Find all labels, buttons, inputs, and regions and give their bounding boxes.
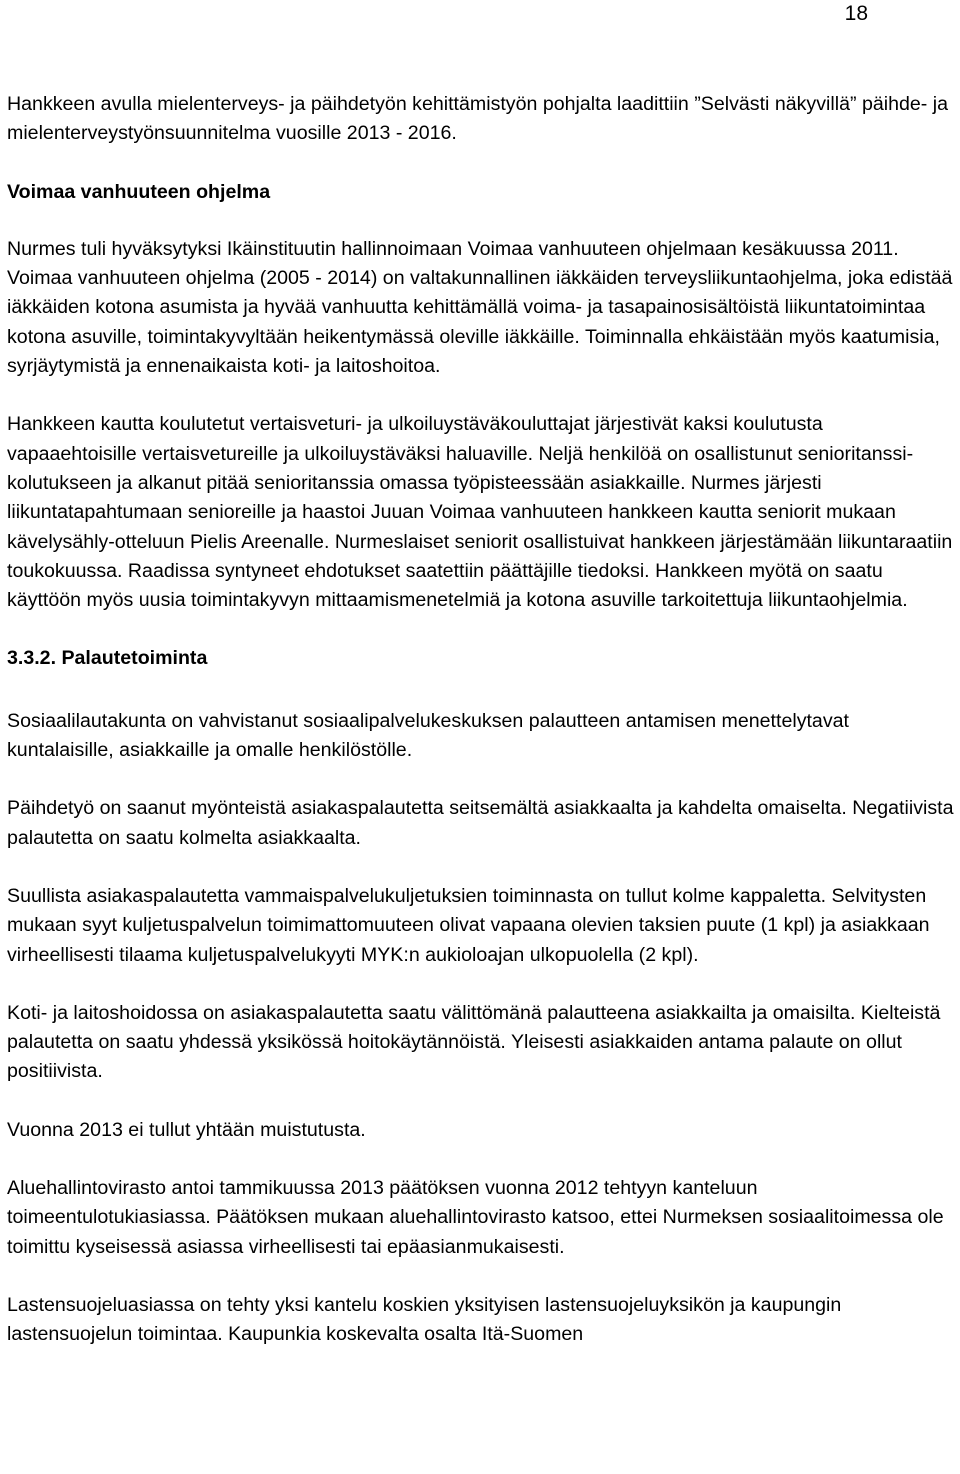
paragraph-koti-ja-laitoshoito: Koti- ja laitoshoidossa on asiakaspalautetta saatu välittömänä palautteena asiakkailta ja omaisilta. Kielteistä palautetta on saatu yhdessä yksikössä hoitokäytännöistä. Yleisesti asiakkaiden antama palaute on ollut positiivista.	[7, 1001, 941, 1083]
page-number: 18	[844, 2, 868, 25]
paragraph-paihdetyo: Päihdetyö on saanut myönteistä asiakaspalautetta seitsemältä asiakkaalta ja kahdelta omaiselta. Negatiivista palautetta on saatu kolmelta asiakkaalta.	[7, 797, 954, 849]
section-heading-palautetoiminta: 3.3.2. Palautetoiminta	[7, 647, 208, 670]
paragraph-sosiaalilautakunta: Sosiaalilautakunta on vahvistanut sosiaalipalvelukeskuksen palautteen antamisen menettelytavat kuntalaisille, asiakkaille ja omalle henkilöstölle.	[7, 709, 849, 762]
paragraph-hanke-activities: Hankkeen kautta koulutetut vertaisveturi- ja ulkoiluystäväkouluttajat järjestivät kaksi koulutusta vapaaehtoisille vertaisvetureille ja ulkoiluystäväksi haluaville. Neljä henkilöä on osallistunut senioritanssi-kolutukseen ja alkanut pitää senioritanssia omassa työpisteessään asiakkaille. Nurmes järjesti liikuntatapahtumaan senioreille ja haastoi Juuan Voimaa vanhuuteen hankkeen kautta seniorit mukaan kävelysähly-otteluun Pielis Areenalle. Nurmeslaiset seniorit osallistuivat hankkeen järjestämään liikuntaraatiin toukokuussa. Raadissa syntyneet ehdotukset saatettiin päättäjille tiedoksi. Hankkeen myötä on saatu käyttöön myös uusia toimintakyvyn mittaamismenetelmiä ja kotona asuville tarkoitettuja liikuntaohjelmia.	[7, 413, 953, 612]
paragraph-aluehallintovirasto: Aluehallintovirasto antoi tammikuussa 2013 päätöksen vuonna 2012 tehtyyn kanteluun toimeentulotukiasiassa. Päätöksen mukaan aluehallintovirasto katsoo, ettei Nurmeksen sosiaalitoimessa ole toimittu kyseisessä asiassa virheellisesti tai epäasianmukaisesti.	[7, 1177, 944, 1258]
section-heading-voimaa-vanhuuteen: Voimaa vanhuuteen ohjelma	[7, 180, 271, 203]
paragraph-suullista-palautetta: Suullista asiakaspalautetta vammaispalvelukuljetuksien toiminnasta on tullut kolme kappaletta. Selvitysten mukaan syyt kuljetuspalvelun toimimattomuuteen olivat vapaana olevien taksien puute (1 kpl) ja asiakkaan virheellisesti tilaama kuljetuspalvelukyyti MYK:n aukioloajan ulkopuolella (2 kpl).	[7, 884, 930, 966]
paragraph-muistutukset: Vuonna 2013 ei tullut yhtään muistutusta.	[7, 1118, 366, 1141]
document-body	[7, 90, 957, 1379]
paragraph-voimaa-vanhuuteen-intro: Nurmes tuli hyväksytyksi Ikäinstituutin hallinnoimaan Voimaa vanhuuteen ohjelmaan kesäkuussa 2011. Voimaa vanhuuteen ohjelma (2005 - 2014) on valtakunnallinen iäkkäiden terveysliikuntaohjelma, joka edistää iäkkäiden kotona asumista ja hyvää vanhuutta kehittämällä voima- ja tasapainosisältöistä liikuntatoimintaa kotona asuville, toimintakyvyltään heikentymässä oleville iäkkäille. Toiminnalla ehkäistään myös kaatumisia, syrjäytymistä ja ennenaikaista koti- ja laitoshoitoa.	[7, 237, 953, 378]
intro-paragraph: Hankkeen avulla mielenterveys- ja päihdetyön kehittämistyön pohjalta laadittiin ”Selvästi näkyvillä” päihde- ja mielenterveystyönsuunnitelma vuosille 2013 - 2016.	[7, 93, 948, 145]
paragraph-lastensuojelu: Lastensuojeluasiassa on tehty yksi kantelu koskien yksityisen lastensuojeluyksikön ja kaupungin lastensuojelun toimintaa. Kaupunkia koskevalta osalta Itä-Suomen	[7, 1293, 842, 1346]
